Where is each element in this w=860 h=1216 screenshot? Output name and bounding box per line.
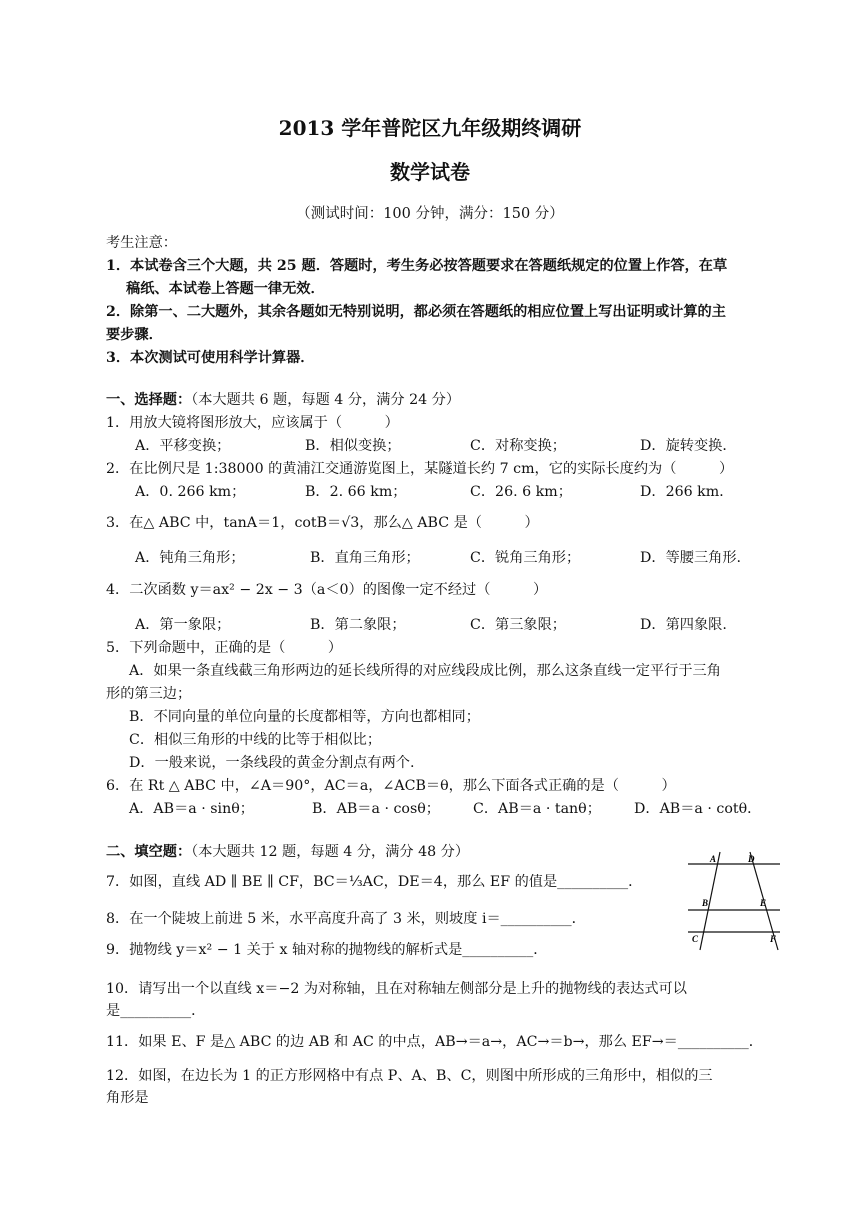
option: 形的第三边； [106, 686, 192, 702]
question-stem: 5．下列命题中，正确的是（ ） [106, 640, 343, 656]
option: A．第一象限； [135, 617, 231, 633]
option: A．0. 266 km； [135, 484, 246, 500]
question-stem: 4．二次函数 y＝ax² − 2x − 3（a＜0）的图像一定不经过（ ） [106, 582, 548, 598]
option: A．如果一条直线截三角形两边的延长线所得的对应线段成比例，那么这条直线一定平行于三角 [129, 663, 721, 679]
question-stem: 1．用放大镜将图形放大，应该属于（ ） [106, 415, 399, 431]
page-subtitle: 数学试卷 [390, 160, 470, 184]
question-stem: 3．在△ ABC 中，tanA＝1，cotB＝√3，那么△ ABC 是（ ） [106, 515, 539, 531]
question-stem: 7．如图，直线 AD ∥ BE ∥ CF，BC＝⅓AC，DE＝4，那么 EF 的值是__________． [106, 874, 643, 890]
option: C．26. 6 km； [470, 484, 572, 500]
point-label-d: D [748, 854, 755, 864]
notice-item: 2．除第一、二大题外，其余各题如无特别说明，都必须在答题纸的相应位置上写出证明或计算的主 [106, 304, 726, 320]
option: A．钝角三角形； [135, 550, 245, 566]
notice-item: 要步骤． [106, 327, 163, 343]
section-desc: （本大题共 12 题，每题 4 分，满分 48 分） [191, 844, 470, 860]
option: C．AB＝a · tanθ； [473, 801, 601, 817]
notice-item: 1．本试卷含三个大题，共 25 题．答题时，考生务必按答题要求在答题纸规定的位置上作答，在草 [106, 258, 728, 274]
section-label: 二、填空题： [106, 844, 192, 860]
question-stem: 角形是 [106, 1090, 149, 1106]
option: D．266 km． [640, 484, 734, 500]
option: C．第三象限； [470, 617, 566, 633]
option: B．AB＝a · cosθ； [312, 801, 440, 817]
option: C．锐角三角形； [470, 550, 581, 566]
option: B．2. 66 km； [305, 484, 407, 500]
question-stem: 11．如果 E、F 是△ ABC 的边 AB 和 AC 的中点，AB→＝a→，AC→＝b→，那么 EF→＝__________． [106, 1034, 763, 1050]
question-stem: 是__________． [106, 1003, 206, 1019]
section-desc: （本大题共 6 题，每题 4 分，满分 24 分） [191, 392, 461, 408]
question-stem: 2．在比例尺是 1:38000 的黄浦江交通游览图上，某隧道长约 7 cm，它的实际长度约为（ ） [106, 461, 734, 477]
option: A．AB＝a · sinθ； [129, 801, 254, 817]
point-label-b: B [702, 898, 709, 908]
question-stem: 8．在一个陡坡上前进 5 米，水平高度升高了 3 米，则坡度 i＝__________． [106, 911, 586, 927]
option: D．一般来说，一条线段的黄金分割点有两个. [129, 755, 415, 771]
point-label-e: E [760, 898, 767, 908]
section-heading [106, 390, 460, 410]
option: C．相似三角形的中线的比等于相似比； [129, 732, 382, 748]
time-note: （测试时间：100 分钟，满分：150 分） [296, 206, 564, 222]
question-stem: 12．如图，在边长为 1 的正方形网格中有点 P、A、B、C，则图中所形成的三角形中，相似的三 [106, 1068, 713, 1084]
option: B．不同向量的单位向量的长度都相等，方向也都相同； [129, 709, 480, 725]
parallel-lines-figure [684, 848, 784, 952]
notice-heading: 考生注意： [106, 235, 177, 251]
point-label-c: C [692, 934, 699, 944]
point-label-f: F [770, 934, 777, 944]
option: D．旋转变换． [640, 438, 737, 454]
page-title: 2013 学年普陀区九年级期终调研 [278, 116, 582, 140]
question-stem: 10．请写出一个以直线 x＝−2 为对称轴，且在对称轴左侧部分是上升的抛物线的表达式可以 [106, 981, 687, 997]
notice-item: 稿纸、本试卷上答题一律无效． [126, 281, 325, 297]
option: D．AB＝a · cotθ． [634, 801, 762, 817]
option: D．第四象限. [640, 617, 727, 633]
section-heading [106, 842, 469, 862]
option: B．第二象限； [310, 617, 406, 633]
option: B．直角三角形； [310, 550, 420, 566]
point-label-a: A [710, 854, 717, 864]
option: D．等腰三角形. [640, 550, 742, 566]
option: C．对称变换； [470, 438, 566, 454]
notice-item: 3．本次测试可使用科学计算器． [106, 350, 315, 366]
option: B．相似变换； [305, 438, 401, 454]
section-label: 一、选择题： [106, 392, 192, 408]
question-stem: 9．抛物线 y＝x² − 1 关于 x 轴对称的抛物线的解析式是__________． [106, 942, 548, 958]
option: A．平移变换； [135, 438, 231, 454]
question-stem: 6．在 Rt △ ABC 中，∠A＝90°，AC＝a，∠ACB＝θ，那么下面各式正确的是（ ） [106, 778, 676, 794]
